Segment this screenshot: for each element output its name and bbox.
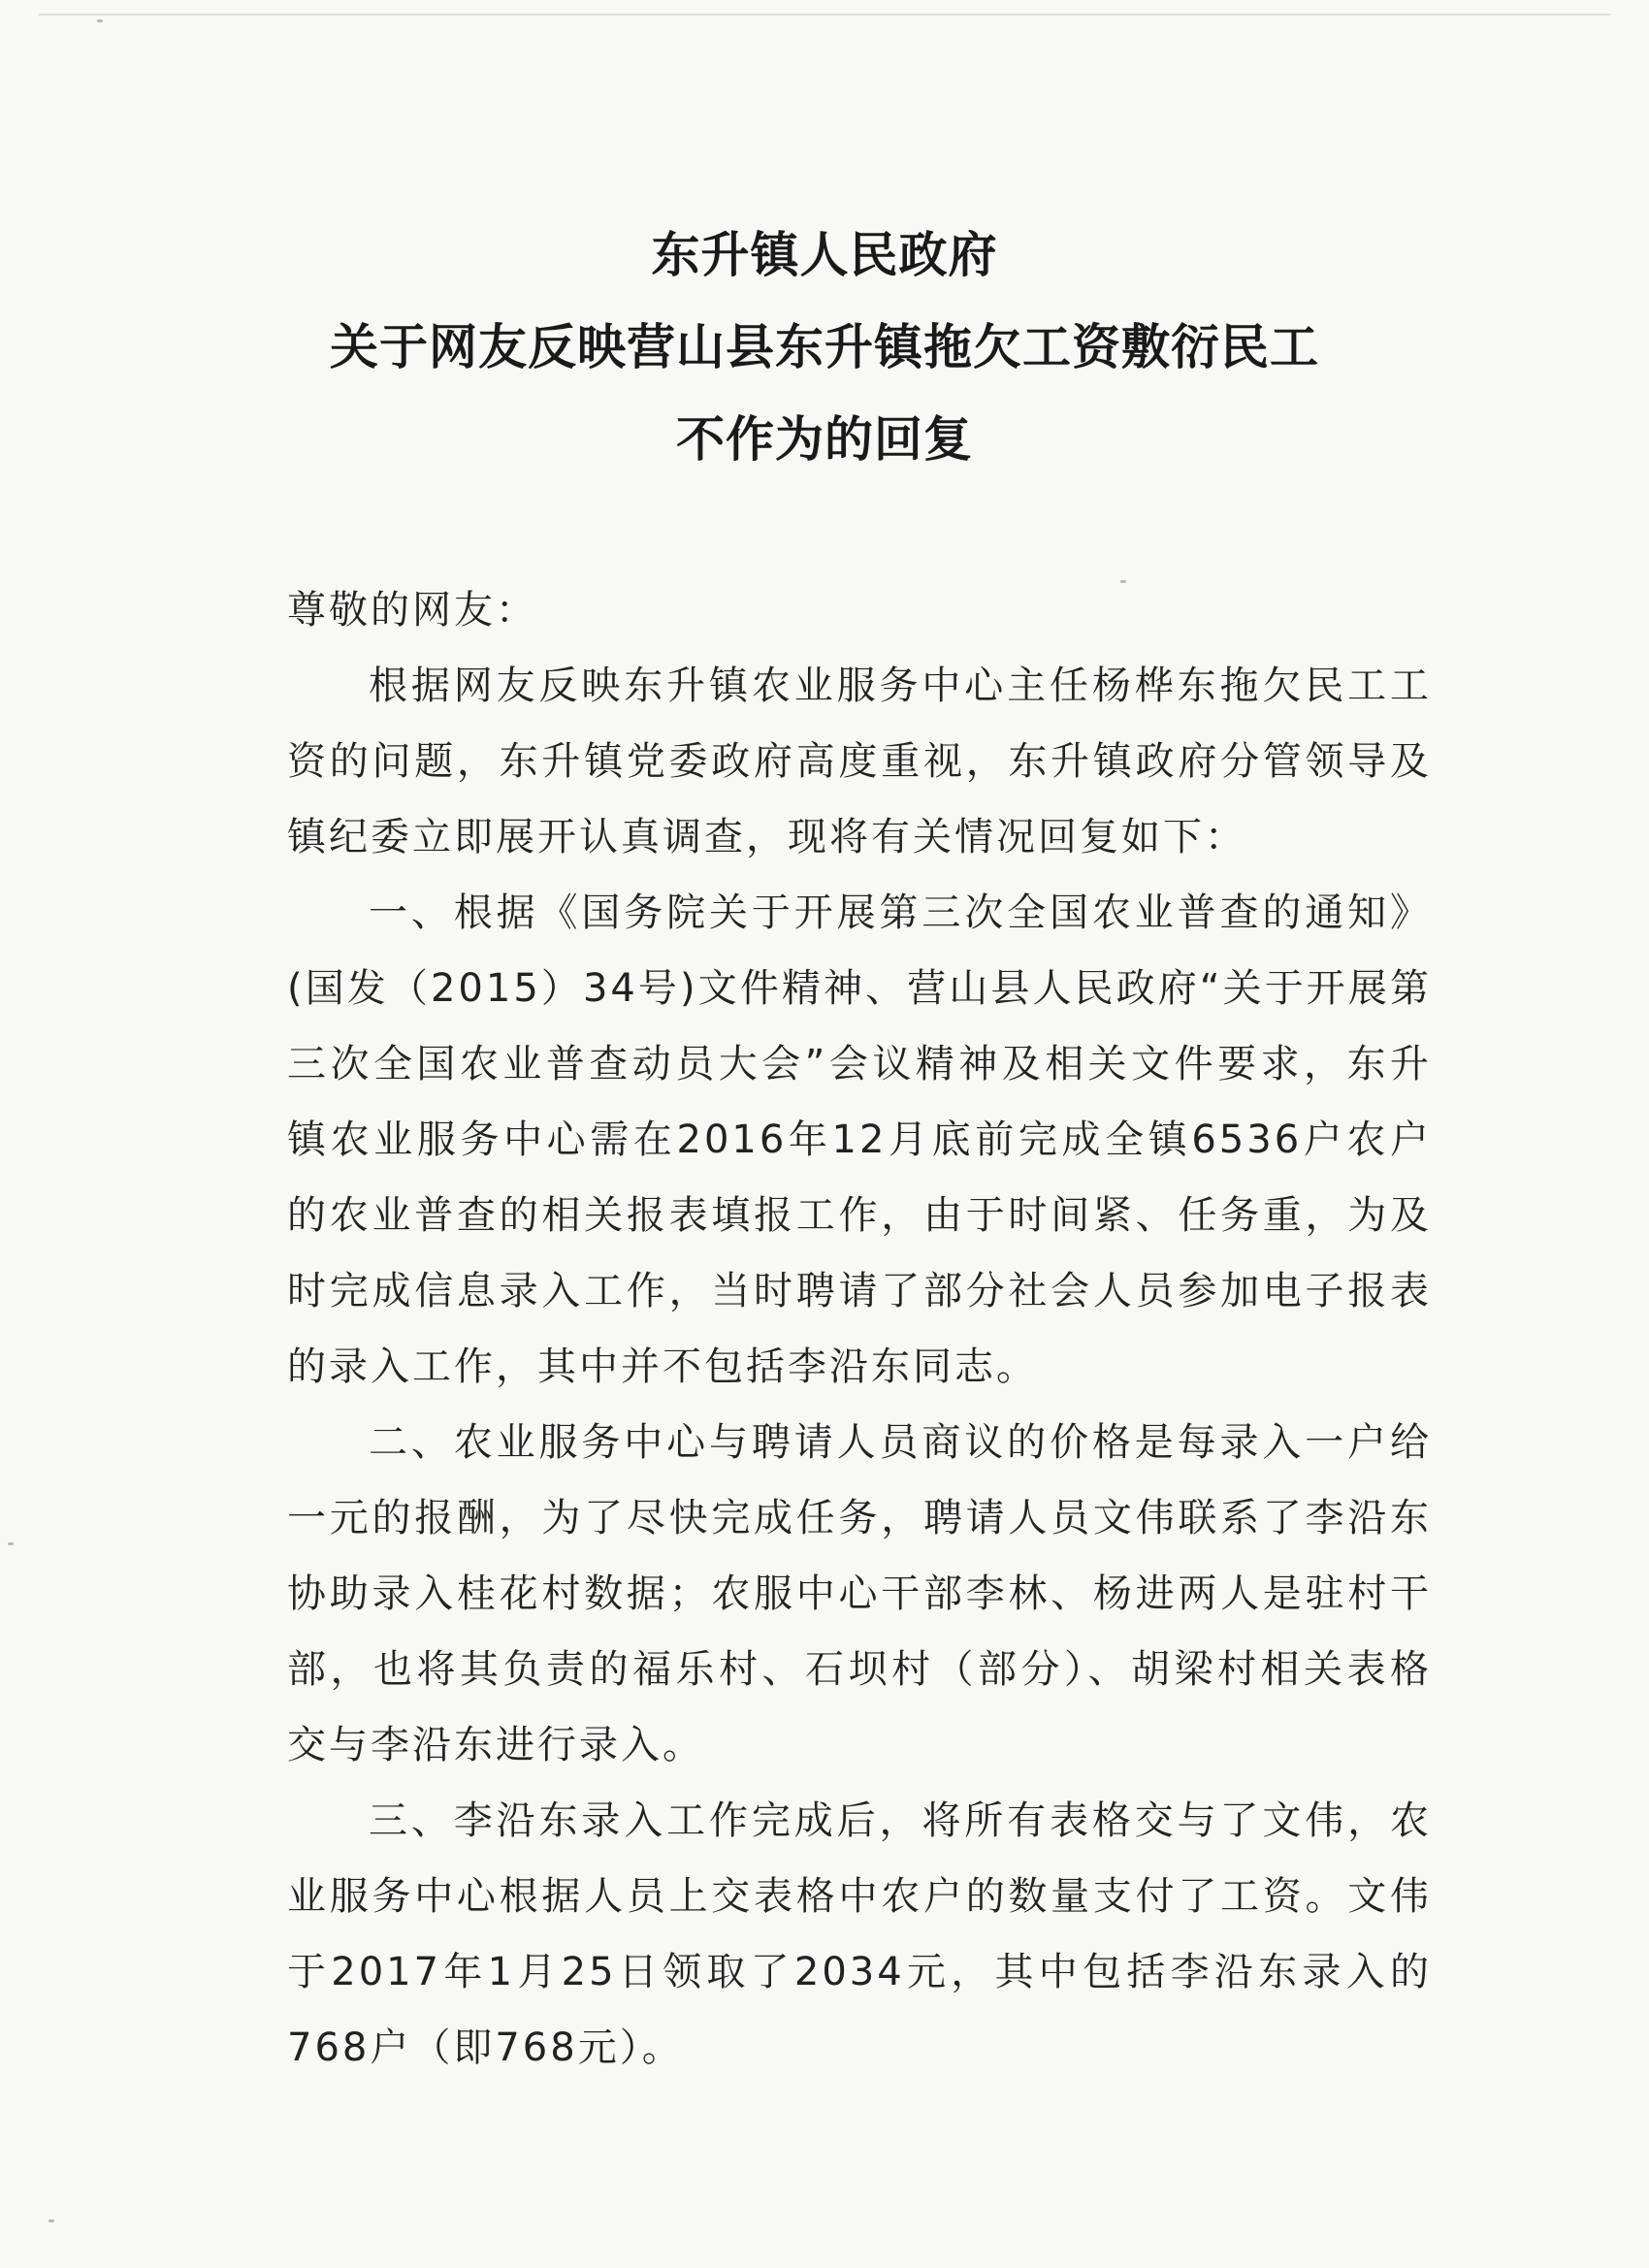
paragraph-1: 一、根据《国务院关于开展第三次全国农业普查的通知》(国发（2015）34号)文件精神、营山县人民政府“关于开展第三次全国农业普查动员大会”会议精神及相关文件要求，东升镇农业服务中心需在2016年12月底前完成全镇6536户农户的农业普查的相关报表填报工作，由于时间紧、任务重，为及时完成信息录入工作，当时聘请了部分社会人员参加电子报表的录入工作，其中并不包括李沿东同志。 [287, 891, 1432, 1389]
paragraph-2: 二、农业服务中心与聘请人员商议的价格是每录入一户给一元的报酬，为了尽快完成任务，聘请人员文伟联系了李沿东协助录入桂花村数据；农服中心干部李林、杨进两人是驻村干部，也将其负责的福乐村、石坝村（部分）、胡梁村相关表格交与李沿东进行录入。 [287, 1420, 1432, 1767]
document-body [287, 572, 1432, 2086]
title-line-1: 东升镇人民政府 [651, 226, 998, 283]
scan-speck [48, 2219, 54, 2222]
paragraph-3: 三、李沿东录入工作完成后，将所有表格交与了文伟，农业服务中心根据人员上交表格中农户的数量支付了工资。文伟于2017年1月25日领取了2034元，其中包括李沿东录入的768户（即768元）。 [287, 1798, 1432, 2070]
scan-edge-line [39, 14, 1610, 16]
title-line-2: 关于网友反映营山县东升镇拖欠工资敷衍民工 [330, 318, 1319, 375]
document-title [0, 209, 1649, 485]
title-line-3: 不作为的回复 [676, 410, 973, 468]
scan-speck [97, 19, 103, 22]
paragraph-intro: 根据网友反映东升镇农业服务中心主任杨桦东拖欠民工工资的问题，东升镇党委政府高度重视，东升镇政府分管领导及镇纪委立即展开认真调查，现将有关情况回复如下： [287, 664, 1432, 859]
scan-speck [8, 1542, 14, 1545]
salutation: 尊敬的网友： [287, 588, 537, 632]
